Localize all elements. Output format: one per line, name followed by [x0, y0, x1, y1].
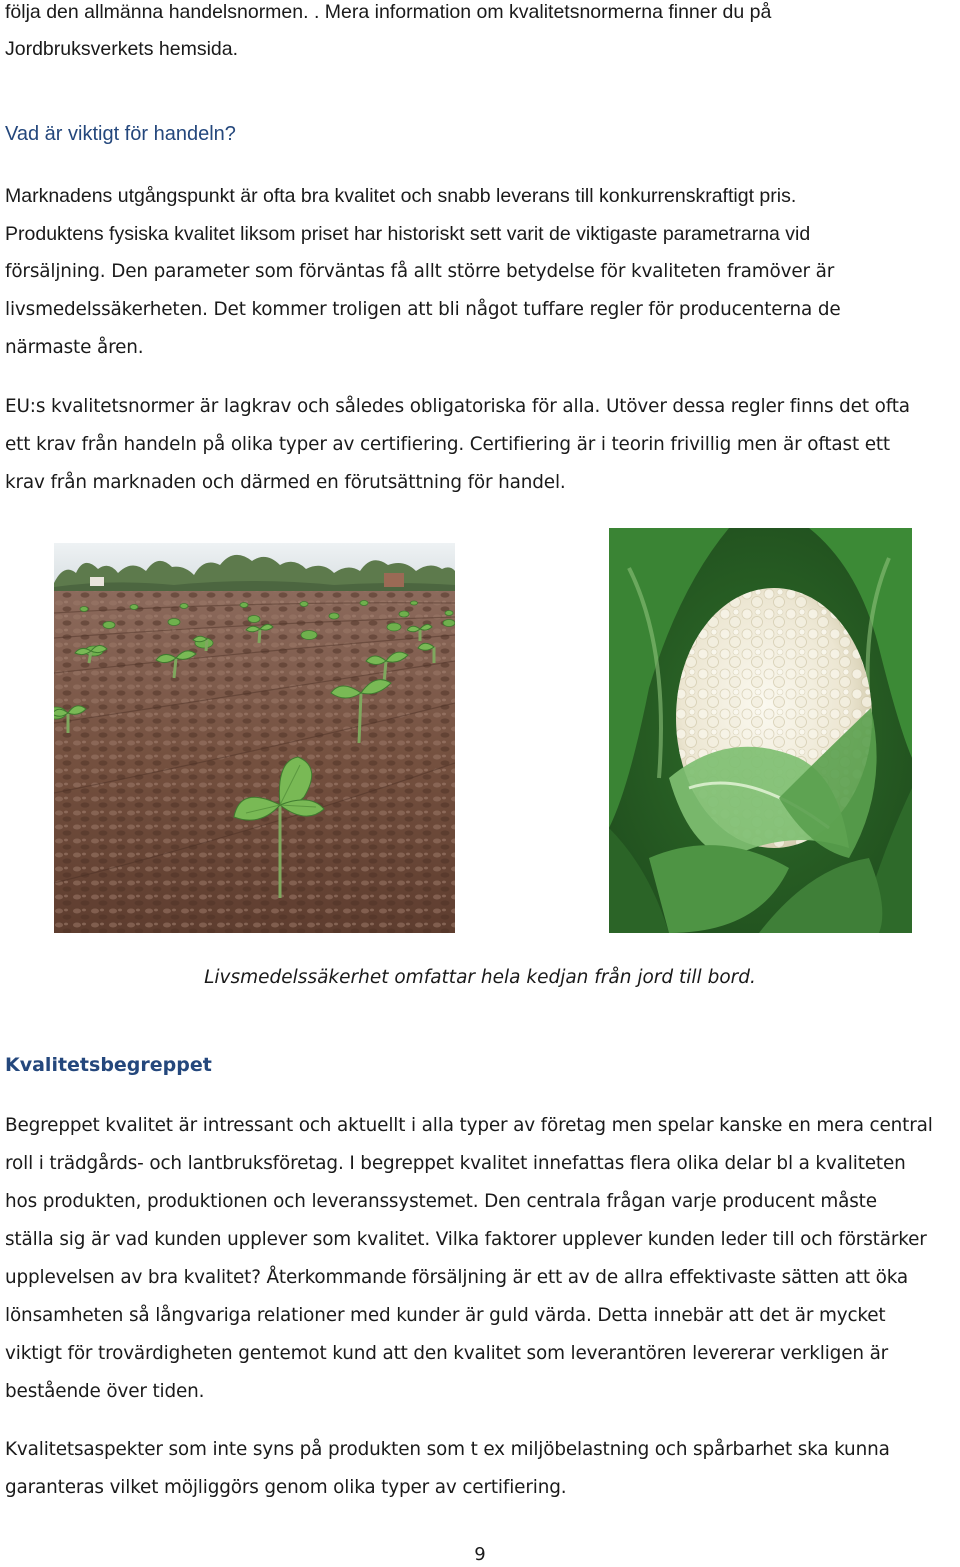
- paragraph-line: Produktens fysiska kvalitet liksom priset har historiskt sett varit de viktigaste parametrarna vid: [5, 223, 811, 245]
- figure-caption: Livsmedelssäkerhet omfattar hela kedjan från jord till bord.: [204, 967, 756, 988]
- paragraph-line: Begreppet kvalitet är intressant och aktuellt i alla typer av företag men spelar kanske en mera central: [5, 1115, 933, 1136]
- paragraph-line: Kvalitetsaspekter som inte syns på produkten som t ex miljöbelastning och spårbarhet ska kunna: [5, 1439, 890, 1460]
- paragraph-line: ställa sig är vad kunden upplever som kvalitet. Vilka faktorer upplever kunden leder till och förstärker: [5, 1229, 927, 1250]
- paragraph-line: livsmedelssäkerheten. Det kommer troligen att bli något tuffare regler för producenterna de: [5, 299, 841, 320]
- paragraph-line: Marknadens utgångspunkt är ofta bra kvalitet och snabb leverans till konkurrenskraftigt pris.: [5, 185, 797, 207]
- paragraph-line: krav från marknaden och därmed en förutsättning för handel.: [5, 472, 566, 493]
- paragraph-line: lönsamheten så långvariga relationer med kunder är guld värda. Detta innebär att det är mycket: [5, 1305, 886, 1326]
- section-heading-quality: Kvalitetsbegreppet: [5, 1054, 212, 1076]
- paragraph-line: upplevelsen av bra kvalitet? Återkommande försäljning är ett av de allra effektivaste sätten att öka: [5, 1267, 909, 1288]
- paragraph-line: hos produkten, produktionen och leveranssystemet. Den centrala frågan varje producent måste: [5, 1191, 877, 1212]
- paragraph-line: bestående över tiden.: [5, 1381, 205, 1402]
- section-heading-trade: Vad är viktigt för handeln?: [5, 123, 236, 145]
- paragraph-line: närmaste åren.: [5, 337, 144, 358]
- paragraph-line: viktigt för trovärdigheten gentemot kund att den kvalitet som leverantören levererar verkligen är: [5, 1343, 889, 1364]
- paragraph-line: roll i trädgårds- och lantbruksföretag. I begreppet kvalitet innefattas flera olika delar bl a kvaliteten: [5, 1153, 906, 1174]
- intro-line: Jordbruksverkets hemsida.: [5, 38, 239, 60]
- paragraph-line: EU:s kvalitetsnormer är lagkrav och således obligatoriska för alla. Utöver dessa regler finns det ofta: [5, 396, 910, 417]
- paragraph-line: försäljning. Den parameter som förväntas få allt större betydelse för kvaliteten framöver är: [5, 261, 835, 282]
- paragraph-line: ett krav från handeln på olika typer av certifiering. Certifiering är i teorin frivillig men är oftast ett: [5, 434, 890, 455]
- paragraph-line: garanteras vilket möjliggörs genom olika typer av certifiering.: [5, 1477, 567, 1498]
- cauliflower-photo: [609, 528, 912, 933]
- page-number: 9: [474, 1544, 486, 1565]
- field-seedlings-photo: [54, 543, 455, 933]
- intro-line: följa den allmänna handelsnormen. . Mera information om kvalitetsnormerna finner du på: [5, 1, 772, 23]
